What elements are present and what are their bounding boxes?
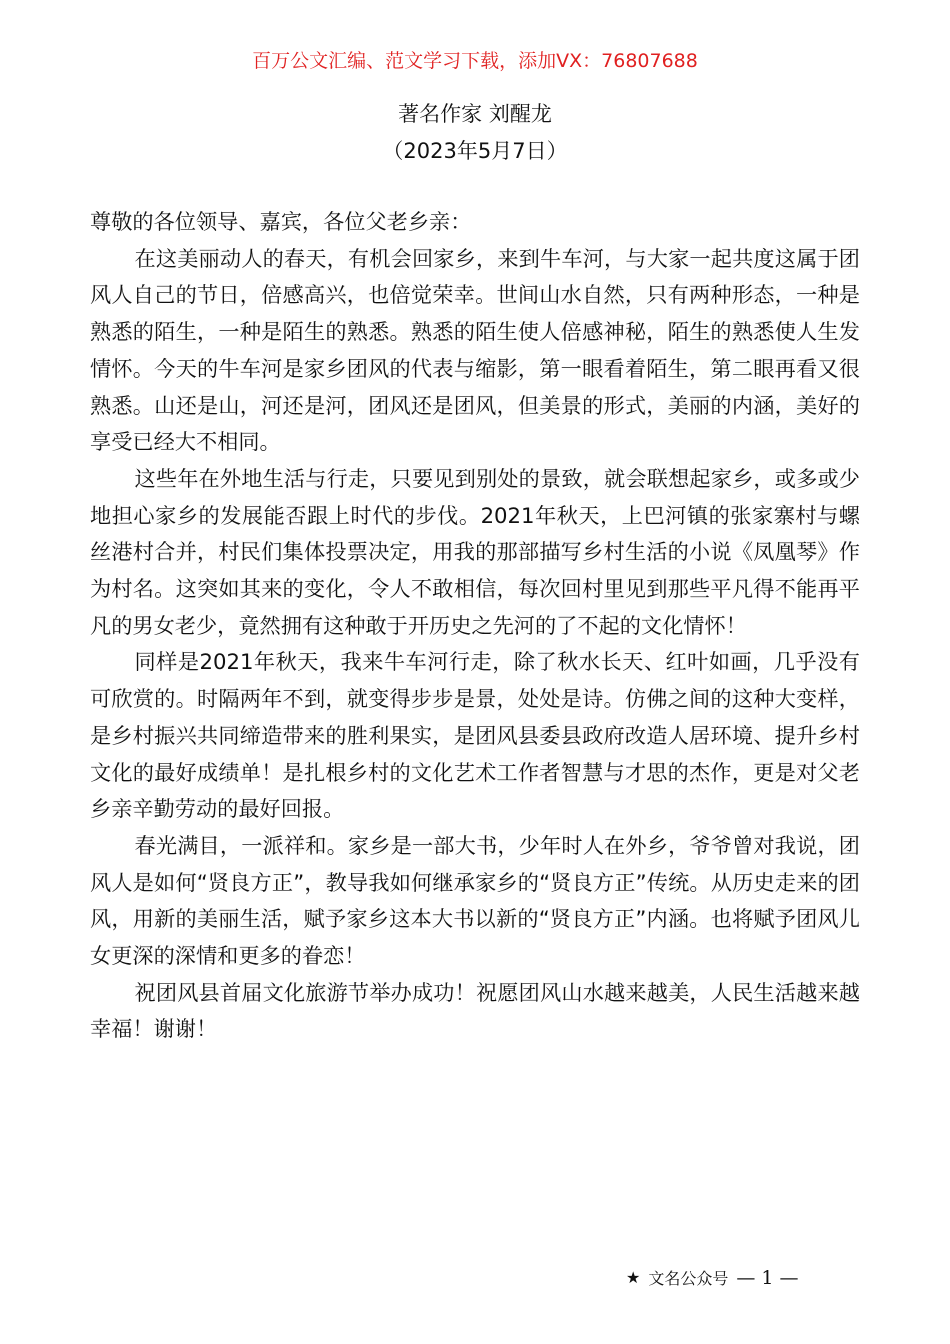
salutation: 尊敬的各位领导、嘉宾，各位父老乡亲： — [90, 209, 472, 234]
speech-date: （2023年5月7日） — [382, 139, 568, 163]
author-line: 著名作家 刘醒龙 — [398, 102, 552, 126]
page-number: — 1 — — [736, 1266, 799, 1289]
paragraph: 春光满目，一派祥和。家乡是一部大书，少年时人在外乡，爷爷曾对我说，团风人是如何“贤良方正”，教导我如何继承家乡的“贤良方正”传统。从历史走来的团风，用新的美丽生活，赋予家乡这本大书以新的“贤良方正”内涵。也将赋予团风儿女更深的深情和更多的眷恋！ — [90, 832, 860, 969]
paragraph: 同样是2021年秋天，我来牛车河行走，除了秋水长天、红叶如画，几乎没有可欣赏的。时隔两年不到，就变得步步是景，处处是诗。仿佛之间的这种大变样，是乡村振兴共同缔造带来的胜利果实，是团风县委县政府改造人居环境、提升乡村文化的最好成绩单！是扎根乡村的文化艺术工作者智慧与才思的杰作，更是对父老乡亲辛勤劳动的最好回报。 — [90, 649, 860, 822]
star-icon: ★ — [626, 1268, 641, 1287]
paragraph: 在这美丽动人的春天，有机会回家乡，来到牛车河，与大家一起共度这属于团风人自己的节日，倍感高兴，也倍觉荣幸。世间山水自然，只有两种形态，一种是熟悉的陌生，一种是陌生的熟悉。熟悉的陌生使人倍感神秘，陌生的熟悉使人生发情怀。今天的牛车河是家乡团风的代表与缩影，第一眼看着陌生，第二眼再看又很熟悉。山还是山，河还是河，团风还是团风，但美景的形式，美丽的内涵，美好的享受已经大不相同。 — [90, 245, 860, 455]
paragraph: 祝团风县首届文化旅游节举办成功！祝愿团风山水越来越美，人民生活越来越幸福！谢谢！ — [90, 979, 860, 1042]
footer-label: 文名公众号 — [648, 1269, 729, 1288]
page-footer — [626, 1266, 799, 1289]
speech-body — [90, 204, 860, 1048]
paragraph: 这些年在外地生活与行走，只要见到别处的景致，就会联想起家乡，或多或少地担心家乡的发展能否跟上时代的步伐。2021年秋天，上巴河镇的张家寨村与螺丝港村合并，村民们集体投票决定，用我的那部描写乡村生活的小说《凤凰琴》作为村名。这突如其来的变化，令人不敢相信，每次回村里见到那些平凡得不能再平凡的男女老少，竟然拥有这种敢于开历史之先河的了不起的文化情怀！ — [90, 465, 860, 638]
watermark-banner: 百万公文汇编、范文学习下载，添加VX：76807688 — [252, 50, 698, 72]
